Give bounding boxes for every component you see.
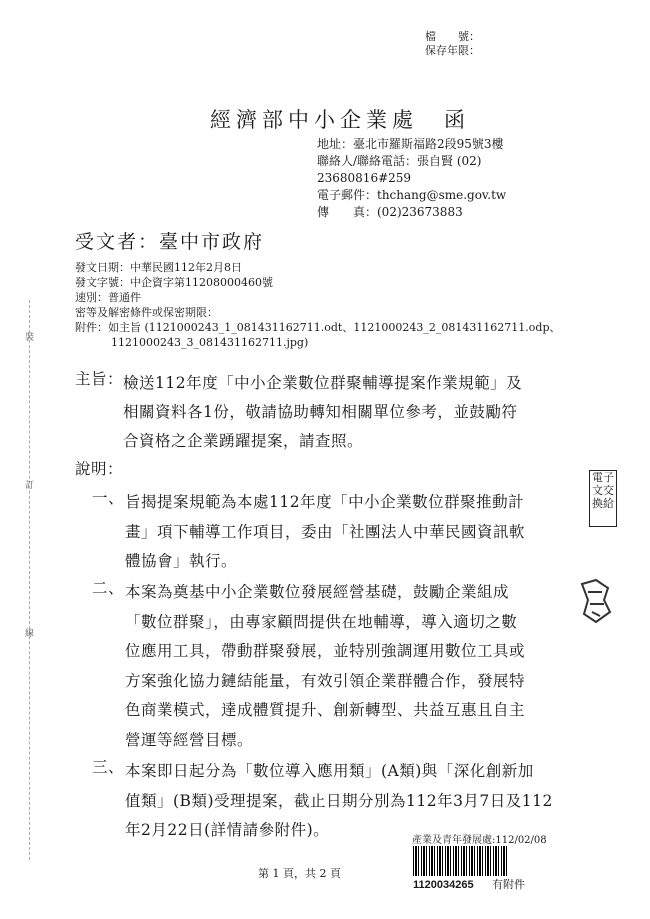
speed: 速別：普通件 [75, 291, 141, 304]
sender-phone: 23680816#259 [317, 171, 412, 185]
item-text [125, 757, 553, 846]
sender-address: 地址：臺北市羅斯福路2段95號3樓 [317, 137, 504, 151]
barcode [413, 846, 509, 876]
attachments-line2: 1121000243_3_081431162711.jpg) [111, 336, 309, 349]
subject-label: 主旨： [75, 370, 124, 388]
item-line: 本案為奠基中小企業數位發展經營基礎，鼓勵企業組成 [125, 583, 510, 601]
sender-email: 電子郵件：thchang@sme.gov.tw [317, 188, 507, 202]
recipient: 受文者：臺中市政府 [75, 231, 265, 253]
item-text [125, 488, 525, 577]
sender-block [317, 136, 506, 221]
file-number-label: 檔 號： [425, 30, 480, 43]
seal-mark [578, 578, 612, 624]
item-number: 二、 [92, 579, 125, 597]
subject-line: 合資格之企業踴躍提案，請查照。 [123, 432, 364, 450]
receipt-stamp: 產業及青年發展處:112/02/08 [412, 835, 547, 846]
item-line: 旨揭提案規範為本處112年度「中小企業數位群聚推動計 [125, 493, 525, 511]
item-line: 本案即日起分為「數位導入應用類」(A類)與「深化創新加 [125, 762, 534, 780]
subject-line: 檢送112年度「中小企業數位群聚輔導提案作業規範」及 [123, 374, 523, 392]
item-line: 年2月22日(詳情請參附件)。 [125, 821, 330, 839]
item-line: 畫」項下輔導工作項目，委由「社團法人中華民國資訊軟 [125, 522, 526, 541]
subject-text [123, 369, 522, 456]
item-line: 營運等經營目標。 [125, 730, 254, 749]
item-line: 位應用工具，帶動群聚發展，並特別強調運用數位工具或 [125, 642, 526, 660]
sender-fax: 傳 真：(02)23673883 [317, 205, 463, 219]
electronic-exchange-stamp: 電子 文交 換給 [589, 470, 617, 527]
page-number: 第 1 頁，共 2 頁 [258, 867, 341, 880]
binding-line [29, 300, 30, 860]
security-level: 密等及解密條件或保密期限： [75, 306, 218, 319]
meta-block [75, 260, 561, 350]
item-text [125, 578, 525, 755]
item-number: 三、 [92, 758, 125, 776]
item-line: 「數位群聚」，由專家顧問提供在地輔導，導入適切之數 [125, 612, 518, 631]
retention-label: 保存年限： [425, 44, 480, 57]
attachments-line1: 附件：如主旨 (1121000243_1_081431162711.odt、1121000243_2_081431162711.odp、 [75, 321, 561, 334]
item-line: 值類」(B類)受理提案，截止日期分別為112年3月7日及112 [125, 791, 553, 810]
item-line: 色商業模式，達成體質提升、創新轉型、共益互惠且自主 [125, 701, 526, 719]
binding-mark: 線 [25, 629, 35, 639]
explanation-label: 說明： [75, 460, 124, 478]
document-number: 發文字號：中企資字第11208000460號 [75, 276, 273, 289]
item-number: 一、 [92, 489, 125, 507]
issue-date: 發文日期：中華民國112年2月8日 [75, 261, 242, 274]
binding-mark: 裝 [25, 333, 35, 343]
item-line: 體協會」執行。 [125, 552, 238, 570]
sender-contact: 聯絡人/聯絡電話：張自賢 (02) [317, 154, 482, 168]
barcode-number: 1120034265 [413, 879, 474, 891]
attachment-note: 有附件 [492, 878, 525, 891]
subject-line: 相關資料各1份，敬請協助轉知相關單位參考，並鼓勵符 [123, 403, 518, 421]
binding-mark: 訂 [25, 481, 35, 491]
document-title: 經濟部中小企業處 函 [210, 108, 470, 132]
item-line: 方案強化協力鏈結能量，有效引領企業群體合作，發展特 [125, 671, 526, 690]
